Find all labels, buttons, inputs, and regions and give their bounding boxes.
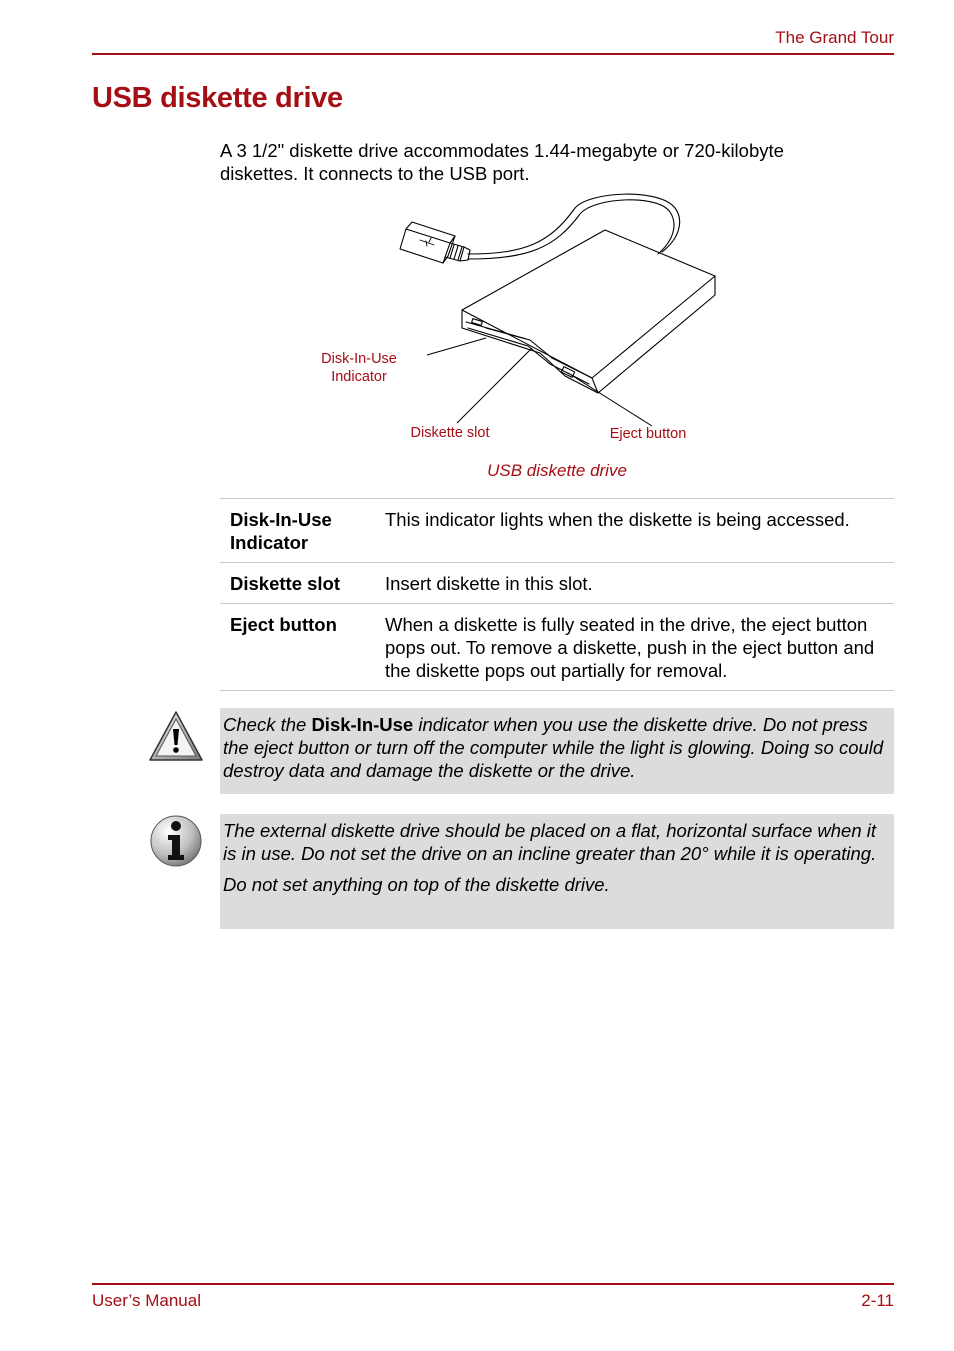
caution-text — [223, 713, 890, 782]
header-rule — [92, 53, 894, 55]
term-cell — [220, 499, 375, 563]
diskette-drive-illustration — [300, 188, 720, 450]
description-cell: When a diskette is fully seated in the drive, the eject button pops out. To remove a diskette, push in the eject button and the diskette pops out partially for removal. — [375, 604, 894, 691]
caution-note — [220, 708, 894, 794]
caution-text-start: Check the — [223, 714, 312, 735]
info-note — [220, 814, 894, 929]
caution-triangle-icon — [148, 709, 204, 765]
running-header: The Grand Tour — [775, 28, 894, 47]
figure-caption: USB diskette drive — [487, 461, 627, 480]
caution-emphasis: Disk-In-Use — [311, 714, 414, 735]
term-text: Indicator — [230, 532, 309, 553]
info-paragraph: The external diskette drive should be placed on a flat, horizontal surface when it is in use. Do not set the drive on an incline greater than 20° while it is operating. — [223, 820, 877, 864]
term-text: Eject button — [230, 614, 337, 635]
page-title: USB diskette drive — [92, 82, 343, 114]
description-cell: Insert diskette in this slot. — [375, 563, 894, 604]
footer-manual-title: User’s Manual — [92, 1291, 201, 1310]
info-paragraph: Do not set anything on top of the diskette drive. — [223, 874, 610, 895]
callout-diskette-slot: Diskette slot — [410, 425, 490, 441]
term-text: Disk-In-Use — [230, 509, 332, 530]
term-cell — [220, 604, 375, 691]
term-text: Diskette slot — [230, 573, 341, 594]
intro-paragraph: A 3 1/2" diskette drive accommodates 1.44-megabyte or 720-kilobyte diskettes. It connects to the USB port. — [220, 140, 784, 184]
term-cell — [220, 563, 375, 604]
component-definition-table — [220, 498, 894, 691]
callout-indicator-line2: Indicator — [331, 369, 387, 385]
page-number: 2-11 — [861, 1291, 894, 1310]
callout-eject-button: Eject button — [609, 426, 687, 442]
caution-text-end: indicator when you use the diskette drive. Do not press the eject button or turn off the computer while the light is glowing. Doing so could destroy data and damage the diskette or the drive. — [223, 714, 884, 781]
description-cell: This indicator lights when the diskette is being accessed. — [375, 499, 894, 563]
callout-indicator-line1: Disk-In-Use — [321, 351, 397, 367]
info-i-icon — [148, 813, 204, 869]
table-row — [220, 563, 894, 604]
footer-rule — [92, 1283, 894, 1285]
table-row — [220, 604, 894, 691]
callout-disk-in-use-indicator — [312, 350, 406, 386]
diskette-drive-figure — [300, 188, 720, 450]
table-row — [220, 499, 894, 563]
